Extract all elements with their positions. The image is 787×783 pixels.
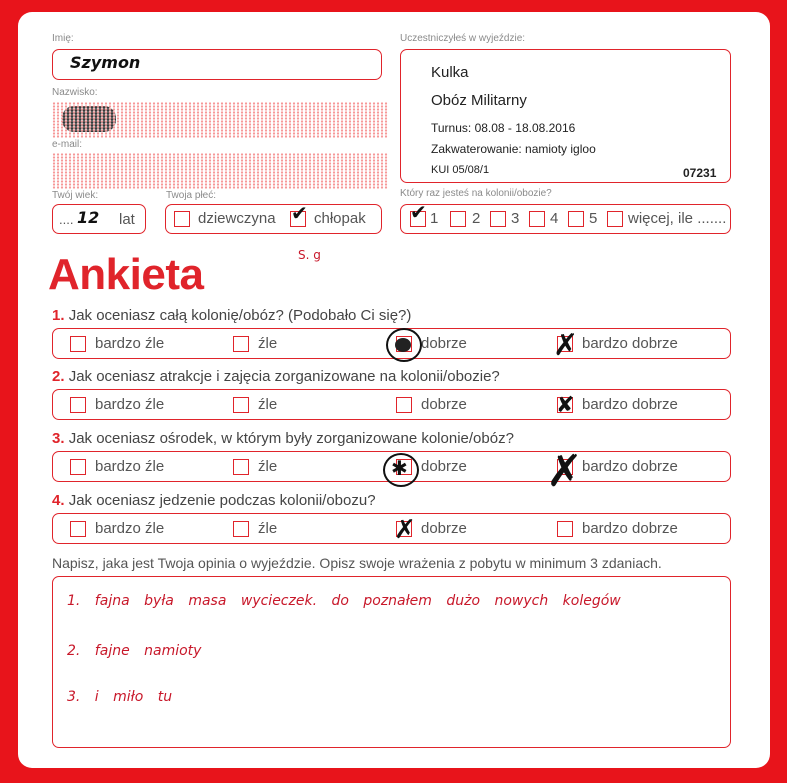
question-4: [52, 492, 376, 509]
x-mark-icon: ✘: [556, 393, 575, 418]
checkbox-q4-bardzo-dobrze[interactable]: [557, 521, 573, 537]
wiek-prefix: ....: [59, 212, 74, 227]
question-1-number: 1.: [52, 307, 65, 324]
camp-number: 07231: [683, 166, 717, 180]
q3-option-dobrze: dobrze: [421, 458, 467, 475]
nazwisko-scribble: [62, 106, 116, 132]
check-mark-icon: ✔: [410, 200, 427, 224]
wiek-field[interactable]: [52, 204, 146, 234]
camp-name: Kulka: [431, 64, 469, 81]
opinion-line-3: 3. i miło tu: [67, 689, 173, 705]
opinion-textarea[interactable]: [52, 576, 731, 748]
checkbox-raz-3[interactable]: [490, 211, 506, 227]
raz-option-4: 4: [550, 210, 559, 227]
question-4-number: 4.: [52, 492, 65, 509]
q3-option-bardzo-zle: bardzo źle: [95, 458, 165, 475]
plec-option-dziewczyna: dziewczyna: [198, 210, 276, 227]
camp-info-box: [400, 49, 731, 183]
checkbox-q4-bardzo-zle[interactable]: [70, 521, 86, 537]
checkbox-raz-wiecej[interactable]: [607, 211, 623, 227]
checkbox-q3-zle[interactable]: [233, 459, 249, 475]
q1-option-dobrze: dobrze: [421, 335, 467, 352]
x-mark-icon: ✱: [391, 456, 408, 480]
q4-option-bardzo-dobrze: bardzo dobrze: [582, 520, 678, 537]
ktory-raz-label: Który raz jesteś na kolonii/obozie?: [400, 188, 552, 199]
x-mark-icon: ✗: [553, 328, 579, 363]
plec-field: [165, 201, 382, 234]
wiek-value: 12: [77, 208, 100, 227]
q1-option-bardzo-dobrze: bardzo dobrze: [582, 335, 678, 352]
q1-option-bardzo-zle: bardzo źle: [95, 335, 165, 352]
camp-zakwaterowanie: Zakwaterowanie: namioty igloo: [431, 142, 596, 156]
checkbox-q2-bardzo-zle[interactable]: [70, 397, 86, 413]
question-1: [52, 307, 411, 324]
checkbox-q4-zle[interactable]: [233, 521, 249, 537]
q3-option-zle: źle: [258, 458, 278, 475]
checkbox-raz-2[interactable]: [450, 211, 466, 227]
question-2-text: Jak oceniasz atrakcje i zajęcia zorganizowane na kolonii/obozie?: [68, 368, 500, 385]
q3-option-bardzo-dobrze: bardzo dobrze: [582, 458, 678, 475]
checkbox-q1-zle[interactable]: [233, 336, 249, 352]
wiek-label: Twój wiek:: [52, 190, 99, 201]
question-3-number: 3.: [52, 430, 65, 447]
x-mark-icon: ✗: [546, 446, 583, 497]
raz-option-2: 2: [472, 210, 481, 227]
q1-option-zle: źle: [258, 335, 278, 352]
question-3: [52, 430, 514, 447]
plec-label: Twoja płeć:: [166, 190, 217, 201]
uczestnik-label: Uczestniczyłeś w wyjeździe:: [400, 33, 526, 44]
x-mark-icon: ✗: [394, 515, 416, 545]
imie-field[interactable]: [52, 49, 382, 80]
camp-type: Obóz Militarny: [431, 92, 527, 109]
question-3-text: Jak oceniasz ośrodek, w którym były zorganizowane kolonie/obóz?: [68, 430, 514, 447]
question-1-text: Jak oceniasz całą kolonię/obóz? (Podobało Ci się?): [68, 307, 412, 324]
q4-option-zle: źle: [258, 520, 278, 537]
raz-option-wiecej: więcej, ile .......: [628, 210, 727, 227]
q2-option-zle: źle: [258, 396, 278, 413]
question-4-text: Jak oceniasz jedzenie podczas kolonii/obozu?: [68, 492, 376, 509]
checkbox-q2-dobrze[interactable]: [396, 397, 412, 413]
checkbox-q2-zle[interactable]: [233, 397, 249, 413]
checkbox-dziewczyna[interactable]: [174, 211, 190, 227]
checkbox-raz-4[interactable]: [529, 211, 545, 227]
email-redacted: [52, 153, 388, 189]
camp-turnus: Turnus: 08.08 - 18.08.2016: [431, 121, 576, 135]
opinion-line-2: 2. fajne namioty: [67, 643, 202, 659]
question-2: [52, 368, 500, 385]
question-2-number: 2.: [52, 368, 65, 385]
q4-option-dobrze: dobrze: [421, 520, 467, 537]
check-mark-icon: ✔: [291, 201, 308, 225]
q2-option-bardzo-zle: bardzo źle: [95, 396, 165, 413]
raz-option-3: 3: [511, 210, 520, 227]
opinion-prompt: Napisz, jaka jest Twoja opinia o wyjeździe. Opisz swoje wrażenia z pobytu w minimum 3 zdaniach.: [52, 555, 662, 571]
imie-value: Szymon: [70, 53, 141, 72]
q2-option-bardzo-dobrze: bardzo dobrze: [582, 396, 678, 413]
q4-option-bardzo-zle: bardzo źle: [95, 520, 165, 537]
checkbox-q3-bardzo-zle[interactable]: [70, 459, 86, 475]
wiek-unit: lat: [119, 211, 135, 228]
q2-option-dobrze: dobrze: [421, 396, 467, 413]
survey-sheet: [18, 12, 770, 768]
answer-row-4: [52, 513, 731, 544]
nazwisko-label: Nazwisko:: [52, 87, 98, 98]
email-label: e-mail:: [52, 139, 83, 150]
checkbox-q1-bardzo-zle[interactable]: [70, 336, 86, 352]
margin-note: S. g: [298, 248, 321, 262]
raz-option-1: 1: [430, 210, 439, 227]
ktory-raz-field: [400, 200, 731, 234]
opinion-line-1: 1. fajna była masa wycieczek. do poznałem dużo nowych kolegów: [67, 593, 621, 609]
answer-row-2: [52, 389, 731, 420]
camp-code: KUI 05/08/1: [431, 164, 490, 176]
raz-option-5: 5: [589, 210, 598, 227]
page-title: Ankieta: [48, 250, 204, 299]
plec-option-chlopak: chłopak: [314, 210, 366, 227]
checkbox-raz-5[interactable]: [568, 211, 584, 227]
scribble-fill-icon: [395, 338, 411, 352]
imie-label: Imię:: [52, 33, 74, 44]
